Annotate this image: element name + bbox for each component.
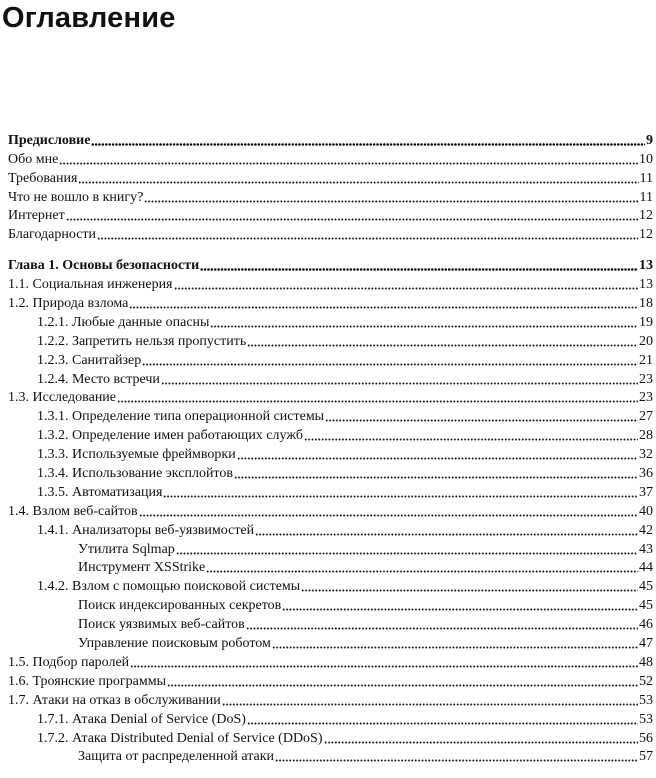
toc-entry-title: Утилита Sqlmap [78,541,175,557]
toc-entry[interactable] [8,464,653,483]
toc-entry-page-number: 36 [639,466,653,482]
toc-entry-title: 1.3.5. Автоматизация [37,484,163,500]
toc-entry-page-number: 43 [639,541,653,557]
toc-entry-page-number: 21 [639,352,653,368]
toc-entry-title: 1.1. Социальная инженерия [8,277,173,293]
toc-entry-title: 1.2.1. Любые данные опасны [37,314,210,330]
toc-entry[interactable] [8,577,653,596]
dot-leader [59,162,638,165]
toc-entry-title: Интернет [8,208,65,224]
toc-entry[interactable] [8,389,653,408]
dot-leader [144,200,638,203]
toc-entry[interactable] [8,207,653,226]
dot-leader [78,181,638,184]
dot-leader [117,400,638,403]
toc-entry-title: Благодарности [8,227,97,243]
toc-entry-page-number: 11 [639,170,653,186]
dot-leader [167,684,638,687]
dot-leader [163,495,638,498]
toc-entry-page-number: 12 [639,208,653,224]
toc-entry-title: Защита от распределенной атаки [78,749,275,765]
dot-leader [237,457,638,460]
toc-entry[interactable] [8,729,653,748]
toc-entry-page-number: 44 [639,560,653,576]
toc-entry-page-number: 40 [639,503,653,519]
toc-entry-title: Предисловие [8,132,91,148]
toc-entry-title: 1.3.1. Определение типа операционной системы [37,409,325,425]
toc-entry[interactable] [8,596,653,615]
dot-leader [130,665,638,668]
dot-leader [97,237,638,240]
toc-entry[interactable] [8,256,653,275]
dot-leader [161,382,638,385]
toc-entry[interactable] [8,559,653,578]
toc-entry-page-number: 56 [639,730,653,746]
toc-entry-title: 1.3.3. Используемые фреймворки [37,447,236,463]
dot-leader [210,325,638,328]
dot-leader [206,570,638,573]
toc-entry[interactable] [8,653,653,672]
toc-entry-page-number: 46 [639,617,653,633]
toc-entry-page-number: 42 [639,522,653,538]
toc-entry[interactable] [8,275,653,294]
toc-entry-title: 1.2. Природа взлома [8,296,129,312]
dot-leader [282,608,638,611]
toc-entry-title: 1.6. Троянские программы [8,673,166,689]
toc-entry-page-number: 13 [639,277,653,293]
dot-leader [129,306,638,309]
toc-entry-page-number: 53 [639,692,653,708]
dot-leader [324,741,638,744]
dot-leader [325,419,638,422]
toc-entry-page-number: 19 [639,314,653,330]
toc-entry-title: 1.2.4. Место встречи [37,371,160,387]
toc-entry[interactable] [8,445,653,464]
toc-entry-title: 1.7.2. Атака Distributed Denial of Service (DDoS) [37,730,323,746]
toc-entry-page-number: 28 [639,428,653,444]
toc-entry-title: 1.4. Взлом веб-сайтов [8,503,138,519]
toc-entry-page-number: 52 [639,673,653,689]
toc-entry-title: Поиск индексированных секретов [78,598,282,614]
toc-entry[interactable] [8,748,653,767]
toc-entry-page-number: 10 [639,151,653,167]
toc-entry[interactable] [8,710,653,729]
toc-entry-page-number: 12 [639,227,653,243]
toc-entry-page-number: 20 [639,333,653,349]
toc-entry-title: 1.3. Исследование [8,390,117,406]
dot-leader [255,533,638,536]
toc-entry-title: Что не вошло в книгу? [8,189,144,205]
toc-entry-title: Инструмент XSStrike [78,560,206,576]
toc-entry[interactable] [8,131,653,150]
dot-leader [247,722,638,725]
toc-entry[interactable] [8,634,653,653]
toc-entry-title: 1.4.1. Анализаторы веб-уязвимостей [37,522,255,538]
toc-entry-page-number: 11 [639,189,653,205]
toc-entry[interactable] [8,502,653,521]
dot-leader [200,268,638,271]
toc-entry-page-number: 32 [639,447,653,463]
toc-entry-title: Глава 1. Основы безопасности [8,258,200,274]
toc-entry-title: Обо мне [8,151,59,167]
toc-entry-page-number: 48 [639,654,653,670]
dot-leader [272,646,638,649]
dot-leader [275,759,638,762]
toc-entry[interactable] [8,483,653,502]
toc-entry-page-number: 47 [639,636,653,652]
toc-entry[interactable] [8,691,653,710]
toc-entry[interactable] [8,188,653,207]
toc-entry-title: Поиск уязвимых веб-сайтов [78,617,245,633]
toc-entry[interactable] [8,521,653,540]
toc-entry[interactable] [8,615,653,634]
toc-entry[interactable] [8,332,653,351]
toc-entry-title: 1.2.2. Запретить нельзя пропустить [37,333,247,349]
toc-entry-page-number: 45 [639,598,653,614]
toc-entry-title: Требования [8,170,78,186]
toc-entry-page-number: 27 [639,409,653,425]
dot-leader [234,476,638,479]
toc-entry[interactable] [8,351,653,370]
dot-leader [247,344,638,347]
toc-entry-page-number: 57 [639,749,653,765]
dot-leader [91,143,645,146]
toc-entry-title: 1.3.2. Определение имен работающих служб [37,428,303,444]
dot-leader [174,287,639,290]
toc-entry-title: 1.7.1. Атака Denial of Service (DoS) [37,711,246,727]
toc-entry[interactable] [8,426,653,445]
toc-entry-title: Управление поисковым роботом [78,636,271,652]
toc-entry-page-number: 23 [639,371,653,387]
toc-entry-title: 1.7. Атаки на отказ в обслуживании [8,692,221,708]
toc-entry-page-number: 53 [639,711,653,727]
toc-entry-page-number: 9 [646,132,653,148]
toc-entry[interactable] [8,540,653,559]
toc-entry[interactable] [8,407,653,426]
dot-leader [304,438,638,441]
toc-entry[interactable] [8,225,653,244]
toc-entry[interactable] [8,672,653,691]
toc-entry-page-number: 18 [639,296,653,312]
dot-leader [301,589,638,592]
toc-entry-page-number: 37 [639,484,653,500]
toc-entry[interactable] [8,150,653,169]
toc-entry[interactable] [8,169,653,188]
toc-entry-title: 1.2.3. Санитайзер [37,352,142,368]
toc-entry[interactable] [8,294,653,313]
toc-entry-title: 1.3.4. Использование эксплойтов [37,466,233,482]
dot-leader [176,552,638,555]
dot-leader [142,363,638,366]
table-of-contents [8,131,653,766]
dot-leader [139,514,638,517]
page-title: Оглавление [2,2,176,34]
dot-leader [246,627,638,630]
toc-entry-page-number: 13 [639,258,653,274]
toc-entry-title: 1.4.2. Взлом с помощью поисковой системы [37,579,301,595]
toc-entry[interactable] [8,313,653,332]
dot-leader [66,218,638,221]
toc-entry-title: 1.5. Подбор паролей [8,654,130,670]
dot-leader [222,703,638,706]
toc-entry-page-number: 23 [639,390,653,406]
toc-entry[interactable] [8,370,653,389]
toc-entry-page-number: 45 [639,579,653,595]
